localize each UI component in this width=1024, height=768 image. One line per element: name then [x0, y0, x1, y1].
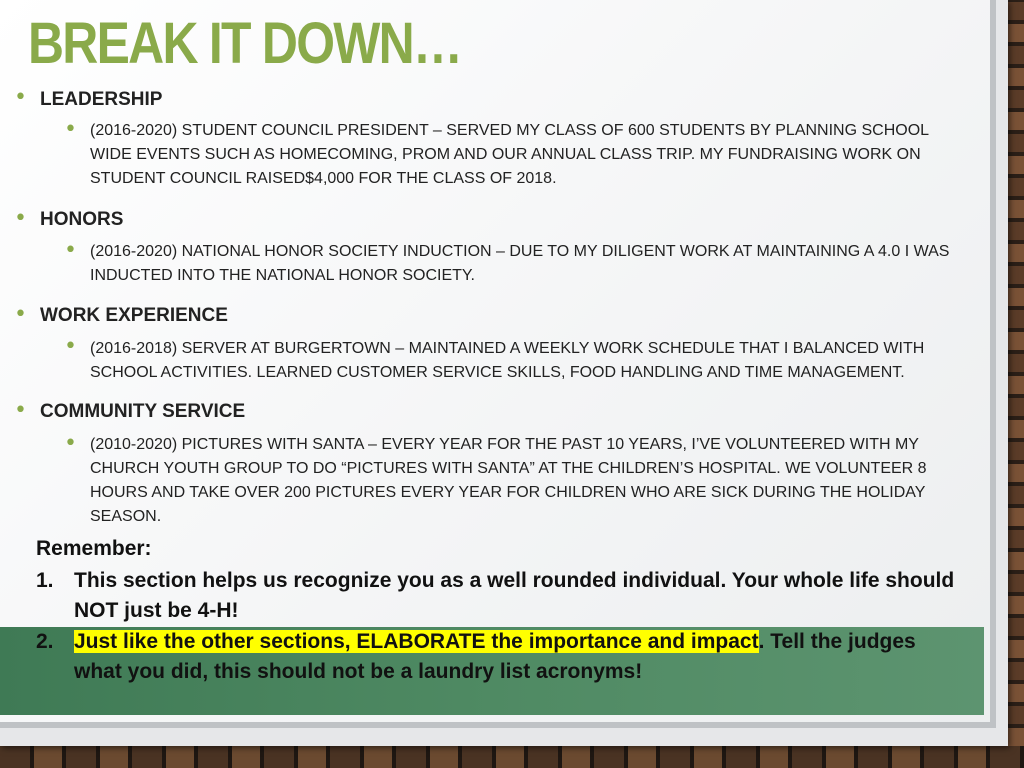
section-item-community-service: (2010-2020) PICTURES WITH SANTA – EVERY YEAR FOR THE PAST 10 YEARS, I’VE VOLUNTEERED WITH MY CHURCH YOUTH GROUP TO DO “PICTURES WITH SANTA” AT THE CHILDREN’S HOSPITAL. WE VOLUNTEER 8 HOURS AND TAKE OVER 200 PICTURES EVERY YEAR FOR CHILDREN WHO ARE SICK DURING THE HOLIDAY SEASON.	[90, 436, 927, 525]
bullet-icon: •	[14, 206, 27, 231]
bullet-icon: •	[64, 238, 77, 263]
section-item-honors: (2016-2020) NATIONAL HONOR SOCIETY INDUCTION – DUE TO MY DILIGENT WORK AT MAINTAINING A 4.0 I WAS INDUCTED INTO THE NATIONAL HONOR SOCIETY.	[90, 243, 950, 284]
bullet-icon: •	[14, 85, 27, 110]
slide-title: BREAK IT DOWN…	[28, 11, 462, 76]
section-item-work-experience: (2016-2018) SERVER AT BURGERTOWN – MAINTAINED A WEEKLY WORK SCHEDULE THAT I BALANCED WITH SCHOOL ACTIVITIES. LEARNED CUSTOMER SERVICE SKILLS, FOOD HANDLING AND TIME MANAGEMENT.	[90, 340, 925, 381]
remember-number: 1.	[36, 569, 54, 592]
remember-text	[74, 627, 966, 687]
bullet-icon: •	[14, 302, 27, 327]
section-heading-honors: HONORS	[40, 209, 124, 230]
section-heading-community-service: COMMUNITY SERVICE	[40, 401, 246, 422]
bullet-icon: •	[64, 334, 77, 359]
section-heading-work-experience: WORK EXPERIENCE	[40, 305, 228, 326]
bullet-icon: •	[64, 431, 77, 456]
bullet-icon: •	[14, 398, 27, 423]
remember-label: Remember:	[36, 537, 152, 560]
bullet-icon: •	[64, 117, 77, 142]
brick-wall-bottom	[0, 746, 1024, 768]
section-item-leadership: (2016-2020) STUDENT COUNCIL PRESIDENT – SERVED MY CLASS OF 600 STUDENTS BY PLANNING SCHOOL WIDE EVENTS SUCH AS HOMECOMING, PROM AND OUR ANNUAL CLASS TRIP. MY FUNDRAISING WORK ON STUDENT COUNCIL RAISED$4,000 FOR THE CLASS OF 2018.	[90, 122, 929, 187]
remember-text: This section helps us recognize you as a well rounded individual. Your whole life should NOT just be 4-H!	[74, 569, 955, 622]
remember-text-rest: . Tell the judges what you did, this should not be a laundry list acronyms!	[74, 630, 916, 683]
remember-number: 2.	[36, 630, 54, 653]
section-heading-leadership: LEADERSHIP	[40, 89, 163, 110]
highlighted-text: Just like the other sections, ELABORATE the importance and impact	[74, 630, 759, 653]
